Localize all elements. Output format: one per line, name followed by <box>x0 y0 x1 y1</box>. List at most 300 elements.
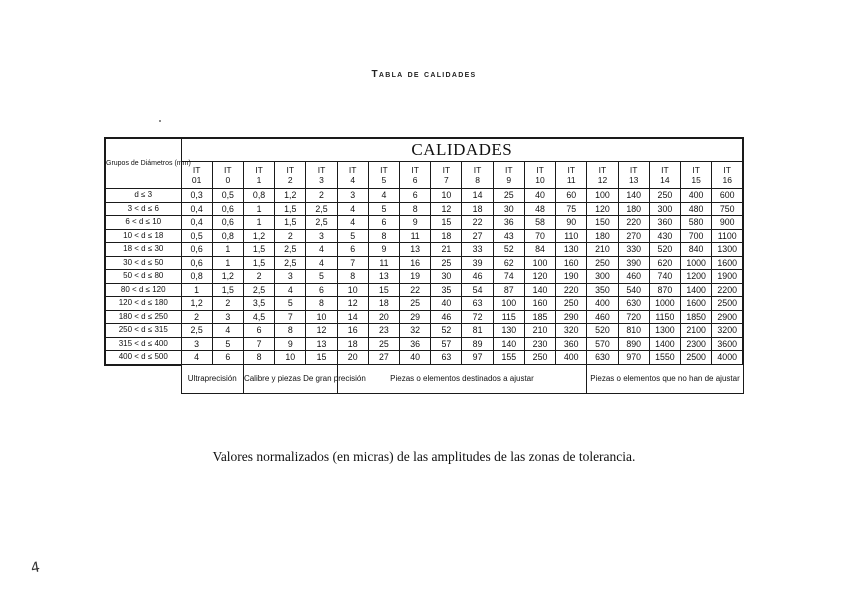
tolerance-value-cell: 890 <box>618 337 649 351</box>
tolerance-value-cell: 27 <box>462 229 493 243</box>
tolerance-value-cell: 1300 <box>712 243 743 257</box>
tolerance-value-cell: 7 <box>243 337 274 351</box>
tolerance-value-cell: 2500 <box>712 297 743 311</box>
quality-header-cell <box>712 162 743 189</box>
quality-prefix: IT <box>536 165 544 175</box>
tolerance-value-cell: 2 <box>306 189 337 203</box>
tolerance-value-cell: 400 <box>681 189 712 203</box>
tolerance-value-cell: 72 <box>462 310 493 324</box>
quality-header-cell <box>306 162 337 189</box>
tolerance-value-cell: 330 <box>618 243 649 257</box>
tolerance-value-cell: 4 <box>212 324 243 338</box>
tolerance-value-cell: 1 <box>212 243 243 257</box>
tolerance-value-cell: 0,5 <box>212 189 243 203</box>
tolerance-value-cell: 8 <box>400 202 431 216</box>
tolerance-value-cell: 10 <box>275 351 306 365</box>
table-row <box>105 229 743 243</box>
tolerance-value-cell: 350 <box>587 283 618 297</box>
tolerance-value-cell: 21 <box>431 243 462 257</box>
tolerance-value-cell: 90 <box>556 216 587 230</box>
tolerance-value-cell: 750 <box>712 202 743 216</box>
quality-prefix: IT <box>224 165 232 175</box>
tolerance-value-cell: 270 <box>618 229 649 243</box>
table-row <box>105 216 743 230</box>
tolerance-value-cell: 22 <box>400 283 431 297</box>
tolerance-value-cell: 1600 <box>712 256 743 270</box>
tolerance-value-cell: 190 <box>556 270 587 284</box>
tolerance-value-cell: 250 <box>649 189 680 203</box>
tolerance-value-cell: 10 <box>306 310 337 324</box>
tolerance-value-cell: 140 <box>493 337 524 351</box>
tolerance-value-cell: 600 <box>712 189 743 203</box>
footer-blank-cell <box>105 365 181 394</box>
tolerance-value-cell: 1100 <box>712 229 743 243</box>
tolerance-value-cell: 250 <box>556 297 587 311</box>
tolerance-value-cell: 460 <box>618 270 649 284</box>
quality-prefix: IT <box>629 165 638 175</box>
tolerance-value-cell: 110 <box>556 229 587 243</box>
tolerance-value-cell: 360 <box>556 337 587 351</box>
diameter-groups-header: Grupos de Diámetros (mm) <box>105 138 181 189</box>
tolerance-value-cell: 20 <box>337 351 368 365</box>
tolerance-value-cell: 22 <box>462 216 493 230</box>
tolerance-value-cell: 33 <box>462 243 493 257</box>
quality-header-cell <box>649 162 680 189</box>
tolerance-value-cell: 10 <box>431 189 462 203</box>
calidades-header: CALIDADES <box>181 138 743 162</box>
tolerance-value-cell: 1900 <box>712 270 743 284</box>
tolerance-value-cell: 0,6 <box>212 202 243 216</box>
tolerance-value-cell: 1400 <box>649 337 680 351</box>
tolerance-value-cell: 620 <box>649 256 680 270</box>
tolerance-value-cell: 12 <box>431 202 462 216</box>
diameter-range-cell: 3 < d ≤ 6 <box>105 202 181 216</box>
diameter-range-cell: 180 < d ≤ 250 <box>105 310 181 324</box>
tolerance-value-cell: 1,5 <box>275 216 306 230</box>
tolerance-value-cell: 1000 <box>681 256 712 270</box>
quality-grade: 4 <box>350 175 356 185</box>
tolerance-value-cell: 25 <box>493 189 524 203</box>
tolerance-value-cell: 300 <box>587 270 618 284</box>
quality-header-cell <box>212 162 243 189</box>
tolerance-value-cell: 220 <box>618 216 649 230</box>
tolerance-value-cell: 4 <box>306 243 337 257</box>
quality-prefix: IT <box>598 165 607 175</box>
tolerance-value-cell: 1,2 <box>181 297 212 311</box>
tolerance-value-cell: 5 <box>212 337 243 351</box>
tolerance-value-cell: 2,5 <box>275 256 306 270</box>
tolerance-value-cell: 400 <box>556 351 587 365</box>
tolerance-value-cell: 0,3 <box>181 189 212 203</box>
quality-prefix: IT <box>567 165 576 175</box>
tolerance-value-cell: 20 <box>368 310 399 324</box>
quality-header-cell <box>681 162 712 189</box>
diameter-range-cell: 120 < d ≤ 180 <box>105 297 181 311</box>
tolerance-value-cell: 720 <box>618 310 649 324</box>
tolerance-value-cell: 4,5 <box>243 310 274 324</box>
tolerance-value-cell: 2,5 <box>181 324 212 338</box>
tolerance-value-cell: 230 <box>524 337 555 351</box>
quality-grade: 8 <box>475 175 480 185</box>
tolerance-value-cell: 120 <box>524 270 555 284</box>
footer-piezas-ajustar: Piezas o elementos destinados a ajustar <box>337 365 587 394</box>
tolerance-value-cell: 4 <box>181 351 212 365</box>
tolerance-value-cell: 6 <box>337 243 368 257</box>
tolerance-value-cell: 36 <box>493 216 524 230</box>
tolerance-value-cell: 130 <box>493 324 524 338</box>
tolerance-value-cell: 19 <box>400 270 431 284</box>
tolerance-value-cell: 70 <box>524 229 555 243</box>
tolerance-value-cell: 57 <box>431 337 462 351</box>
tolerance-value-cell: 180 <box>618 202 649 216</box>
tolerance-value-cell: 12 <box>337 297 368 311</box>
tolerance-value-cell: 29 <box>400 310 431 324</box>
tolerance-value-cell: 5 <box>368 202 399 216</box>
tolerance-value-cell: 0,4 <box>181 216 212 230</box>
tolerance-value-cell: 1,5 <box>212 283 243 297</box>
diameter-range-cell: 6 < d ≤ 10 <box>105 216 181 230</box>
quality-header-cell <box>337 162 368 189</box>
tolerance-value-cell: 250 <box>587 256 618 270</box>
tolerance-value-cell: 2,5 <box>275 243 306 257</box>
table-row <box>105 351 743 365</box>
tolerance-value-cell: 87 <box>493 283 524 297</box>
page-mark: 4 <box>29 559 42 577</box>
tolerance-value-cell: 1 <box>243 216 274 230</box>
tolerance-value-cell: 970 <box>618 351 649 365</box>
quality-grade: 10 <box>535 175 545 185</box>
quality-grade: 7 <box>443 175 449 185</box>
quality-prefix: IT <box>473 165 482 175</box>
tolerance-value-cell: 870 <box>649 283 680 297</box>
quality-header-cell <box>368 162 399 189</box>
tolerance-value-cell: 1,5 <box>275 202 306 216</box>
tolerance-value-cell: 3200 <box>712 324 743 338</box>
tolerance-value-cell: 700 <box>681 229 712 243</box>
footer-calibre: Calibre y piezas De gran precisión <box>243 365 337 394</box>
tolerance-value-cell: 30 <box>431 270 462 284</box>
tolerance-value-cell: 7 <box>337 256 368 270</box>
tolerance-value-cell: 11 <box>400 229 431 243</box>
tolerance-value-cell: 320 <box>556 324 587 338</box>
tolerance-value-cell: 3 <box>181 337 212 351</box>
tolerance-value-cell: 1400 <box>681 283 712 297</box>
tolerance-value-cell: 0,8 <box>181 270 212 284</box>
quality-header-cell <box>275 162 306 189</box>
tolerance-value-cell: 54 <box>462 283 493 297</box>
tolerance-value-cell: 46 <box>431 310 462 324</box>
tolerance-value-cell: 23 <box>368 324 399 338</box>
quality-grade: 14 <box>660 175 670 185</box>
tolerance-value-cell: 39 <box>462 256 493 270</box>
tolerance-value-cell: 15 <box>431 216 462 230</box>
tolerance-value-cell: 160 <box>524 297 555 311</box>
tolerance-value-cell: 290 <box>556 310 587 324</box>
tolerance-value-cell: 60 <box>556 189 587 203</box>
tolerance-value-cell: 160 <box>556 256 587 270</box>
scan-speck <box>159 120 161 122</box>
tolerance-value-cell: 630 <box>618 297 649 311</box>
quality-grade: 15 <box>691 175 701 185</box>
tolerance-value-cell: 5 <box>306 270 337 284</box>
tolerance-value-cell: 8 <box>275 324 306 338</box>
tolerance-value-cell: 250 <box>524 351 555 365</box>
tolerance-value-cell: 2900 <box>712 310 743 324</box>
quality-header-cell <box>400 162 431 189</box>
tolerance-value-cell: 900 <box>712 216 743 230</box>
tolerance-value-cell: 1 <box>181 283 212 297</box>
tolerance-value-cell: 400 <box>587 297 618 311</box>
table-row <box>105 189 743 203</box>
quality-prefix: IT <box>411 165 419 175</box>
quality-prefix: IT <box>723 165 731 175</box>
tolerance-value-cell: 48 <box>524 202 555 216</box>
quality-header-cell <box>431 162 462 189</box>
tolerance-value-cell: 1200 <box>681 270 712 284</box>
quality-prefix: IT <box>317 165 326 175</box>
tolerance-value-cell: 480 <box>681 202 712 216</box>
quality-prefix: IT <box>348 165 357 175</box>
quality-prefix: IT <box>380 165 388 175</box>
tolerance-value-cell: 2200 <box>712 283 743 297</box>
quality-grade: 5 <box>381 175 387 185</box>
tolerance-value-cell: 62 <box>493 256 524 270</box>
tolerance-value-cell: 9 <box>368 243 399 257</box>
tolerance-value-cell: 210 <box>524 324 555 338</box>
tolerance-value-cell: 810 <box>618 324 649 338</box>
tolerance-value-cell: 35 <box>431 283 462 297</box>
tolerance-value-cell: 2 <box>212 297 243 311</box>
quality-header-cell <box>243 162 274 189</box>
tolerance-value-cell: 13 <box>306 337 337 351</box>
tolerance-value-cell: 360 <box>649 216 680 230</box>
tolerance-value-cell: 8 <box>243 351 274 365</box>
tolerance-value-cell: 0,6 <box>181 243 212 257</box>
quality-prefix: IT <box>442 165 451 175</box>
tolerance-value-cell: 1,2 <box>212 270 243 284</box>
tolerance-value-cell: 1,2 <box>275 189 306 203</box>
tolerance-value-cell: 16 <box>400 256 431 270</box>
tolerance-value-cell: 18 <box>337 337 368 351</box>
diameter-range-cell: 315 < d ≤ 400 <box>105 337 181 351</box>
tolerance-value-cell: 2100 <box>681 324 712 338</box>
tolerance-value-cell: 185 <box>524 310 555 324</box>
tolerance-value-cell: 1 <box>212 256 243 270</box>
tolerance-value-cell: 18 <box>462 202 493 216</box>
quality-grade: 1 <box>256 175 262 185</box>
tolerance-value-cell: 58 <box>524 216 555 230</box>
footer-piezas-no-ajustar: Piezas o elementos que no han de ajustar <box>587 365 743 394</box>
tolerance-value-cell: 12 <box>306 324 337 338</box>
tolerance-value-cell: 18 <box>431 229 462 243</box>
tolerance-value-cell: 81 <box>462 324 493 338</box>
tolerance-value-cell: 3 <box>337 189 368 203</box>
table-row <box>105 297 743 311</box>
table-body <box>105 189 743 365</box>
tolerance-value-cell: 520 <box>587 324 618 338</box>
tolerance-value-cell: 100 <box>493 297 524 311</box>
usage-footer-row <box>105 365 743 394</box>
tolerance-value-cell: 18 <box>368 297 399 311</box>
quality-grade: 9 <box>506 175 512 185</box>
diameter-range-cell: 18 < d ≤ 30 <box>105 243 181 257</box>
tolerance-value-cell: 89 <box>462 337 493 351</box>
tolerance-value-cell: 63 <box>462 297 493 311</box>
tolerance-value-cell: 10 <box>337 283 368 297</box>
tolerance-quality-table <box>104 137 744 394</box>
tolerance-value-cell: 40 <box>400 351 431 365</box>
tolerance-value-cell: 13 <box>368 270 399 284</box>
tolerance-value-cell: 2,5 <box>243 283 274 297</box>
quality-prefix: IT <box>505 165 513 175</box>
diameter-range-cell: d ≤ 3 <box>105 189 181 203</box>
tolerance-value-cell: 84 <box>524 243 555 257</box>
diameter-range-cell: 10 < d ≤ 18 <box>105 229 181 243</box>
tolerance-value-cell: 14 <box>462 189 493 203</box>
tolerance-value-cell: 2 <box>243 270 274 284</box>
tolerance-value-cell: 0,5 <box>181 229 212 243</box>
table-row <box>105 270 743 284</box>
quality-grade: 12 <box>597 175 608 185</box>
tolerance-value-cell: 2500 <box>681 351 712 365</box>
tolerance-value-cell: 8 <box>368 229 399 243</box>
tolerance-value-cell: 115 <box>493 310 524 324</box>
diameter-range-cell: 400 < d ≤ 500 <box>105 351 181 365</box>
tolerance-value-cell: 25 <box>431 256 462 270</box>
tolerance-value-cell: 30 <box>493 202 524 216</box>
tolerance-value-cell: 630 <box>587 351 618 365</box>
tolerance-value-cell: 155 <box>493 351 524 365</box>
tolerance-value-cell: 8 <box>337 270 368 284</box>
tolerance-value-cell: 100 <box>587 189 618 203</box>
tolerance-value-cell: 120 <box>587 202 618 216</box>
tolerance-value-cell: 1600 <box>681 297 712 311</box>
diameter-range-cell: 50 < d ≤ 80 <box>105 270 181 284</box>
tolerance-value-cell: 15 <box>306 351 337 365</box>
tolerance-value-cell: 3 <box>212 310 243 324</box>
tolerance-value-cell: 25 <box>400 297 431 311</box>
tolerance-value-cell: 0,4 <box>181 202 212 216</box>
diameter-range-cell: 80 < d ≤ 120 <box>105 283 181 297</box>
tolerance-value-cell: 0,6 <box>212 216 243 230</box>
table-row <box>105 337 743 351</box>
quality-prefix: IT <box>255 165 263 175</box>
tolerance-value-cell: 27 <box>368 351 399 365</box>
quality-header-cell <box>587 162 618 189</box>
tolerance-value-cell: 6 <box>306 283 337 297</box>
tolerance-value-cell: 97 <box>462 351 493 365</box>
tolerance-value-cell: 6 <box>212 351 243 365</box>
tolerance-value-cell: 52 <box>493 243 524 257</box>
quality-prefix: IT <box>661 165 669 175</box>
tolerance-value-cell: 1300 <box>649 324 680 338</box>
tolerance-value-cell: 1150 <box>649 310 680 324</box>
tolerance-value-cell: 6 <box>400 189 431 203</box>
tolerance-value-cell: 180 <box>587 229 618 243</box>
tolerance-value-cell: 32 <box>400 324 431 338</box>
tolerance-value-cell: 580 <box>681 216 712 230</box>
tolerance-value-cell: 1,2 <box>243 229 274 243</box>
tolerance-value-cell: 220 <box>556 283 587 297</box>
tolerance-value-cell: 40 <box>431 297 462 311</box>
tolerance-value-cell: 4 <box>368 189 399 203</box>
table-row <box>105 324 743 338</box>
quality-grade: 2 <box>287 175 293 185</box>
tolerance-value-cell: 1550 <box>649 351 680 365</box>
tolerance-value-cell: 4000 <box>712 351 743 365</box>
table-row <box>105 256 743 270</box>
diameter-range-cell: 250 < d ≤ 315 <box>105 324 181 338</box>
tolerance-value-cell: 570 <box>587 337 618 351</box>
tolerance-value-cell: 5 <box>275 297 306 311</box>
tolerance-value-cell: 13 <box>400 243 431 257</box>
tolerance-value-cell: 460 <box>587 310 618 324</box>
tolerance-value-cell: 100 <box>524 256 555 270</box>
tolerance-value-cell: 130 <box>556 243 587 257</box>
tolerance-value-cell: 430 <box>649 229 680 243</box>
tolerance-value-cell: 15 <box>368 283 399 297</box>
quality-header-cell <box>556 162 587 189</box>
quality-prefix: IT <box>692 165 700 175</box>
tolerance-value-cell: 36 <box>400 337 431 351</box>
quality-grade: 16 <box>722 175 732 185</box>
tolerance-value-cell: 1,5 <box>243 256 274 270</box>
tolerance-value-cell: 1000 <box>649 297 680 311</box>
quality-grade: 3 <box>319 175 324 185</box>
footer-ultraprecision: Ultraprecisión <box>181 365 243 394</box>
tolerance-value-cell: 63 <box>431 351 462 365</box>
quality-header-cell <box>618 162 649 189</box>
tolerance-value-cell: 46 <box>462 270 493 284</box>
tolerance-value-cell: 11 <box>368 256 399 270</box>
tolerance-value-cell: 740 <box>649 270 680 284</box>
tolerance-value-cell: 4 <box>337 202 368 216</box>
tolerance-value-cell: 0,8 <box>243 189 274 203</box>
tolerance-value-cell: 25 <box>368 337 399 351</box>
tolerance-value-cell: 6 <box>368 216 399 230</box>
tolerance-value-cell: 300 <box>649 202 680 216</box>
tolerance-value-cell: 2300 <box>681 337 712 351</box>
table-row <box>105 283 743 297</box>
tolerance-value-cell: 75 <box>556 202 587 216</box>
tolerance-value-cell: 390 <box>618 256 649 270</box>
tolerance-value-cell: 3 <box>306 229 337 243</box>
tolerance-value-cell: 1850 <box>681 310 712 324</box>
diameter-range-cell: 30 < d ≤ 50 <box>105 256 181 270</box>
tolerance-value-cell: 2,5 <box>306 216 337 230</box>
tolerance-value-cell: 3 <box>275 270 306 284</box>
quality-header-cell <box>493 162 524 189</box>
tolerance-value-cell: 5 <box>337 229 368 243</box>
quality-grade: 6 <box>412 175 418 185</box>
tolerance-value-cell: 2 <box>275 229 306 243</box>
quality-header-row <box>105 162 743 189</box>
tolerance-value-cell: 43 <box>493 229 524 243</box>
tolerance-value-cell: 8 <box>306 297 337 311</box>
tolerance-value-cell: 4 <box>337 216 368 230</box>
table-row <box>105 243 743 257</box>
tolerance-value-cell: 1,5 <box>243 243 274 257</box>
quality-prefix: IT <box>286 165 295 175</box>
table-caption: Valores normalizados (en micras) de las amplitudes de las zonas de tolerancia. <box>212 449 636 464</box>
table-row <box>105 310 743 324</box>
tolerance-value-cell: 9 <box>400 216 431 230</box>
tolerance-value-cell: 2,5 <box>306 202 337 216</box>
tolerance-value-cell: 2 <box>181 310 212 324</box>
tolerance-value-cell: 74 <box>493 270 524 284</box>
document-title: Tabla de calidades <box>371 69 477 80</box>
quality-header-cell <box>462 162 493 189</box>
